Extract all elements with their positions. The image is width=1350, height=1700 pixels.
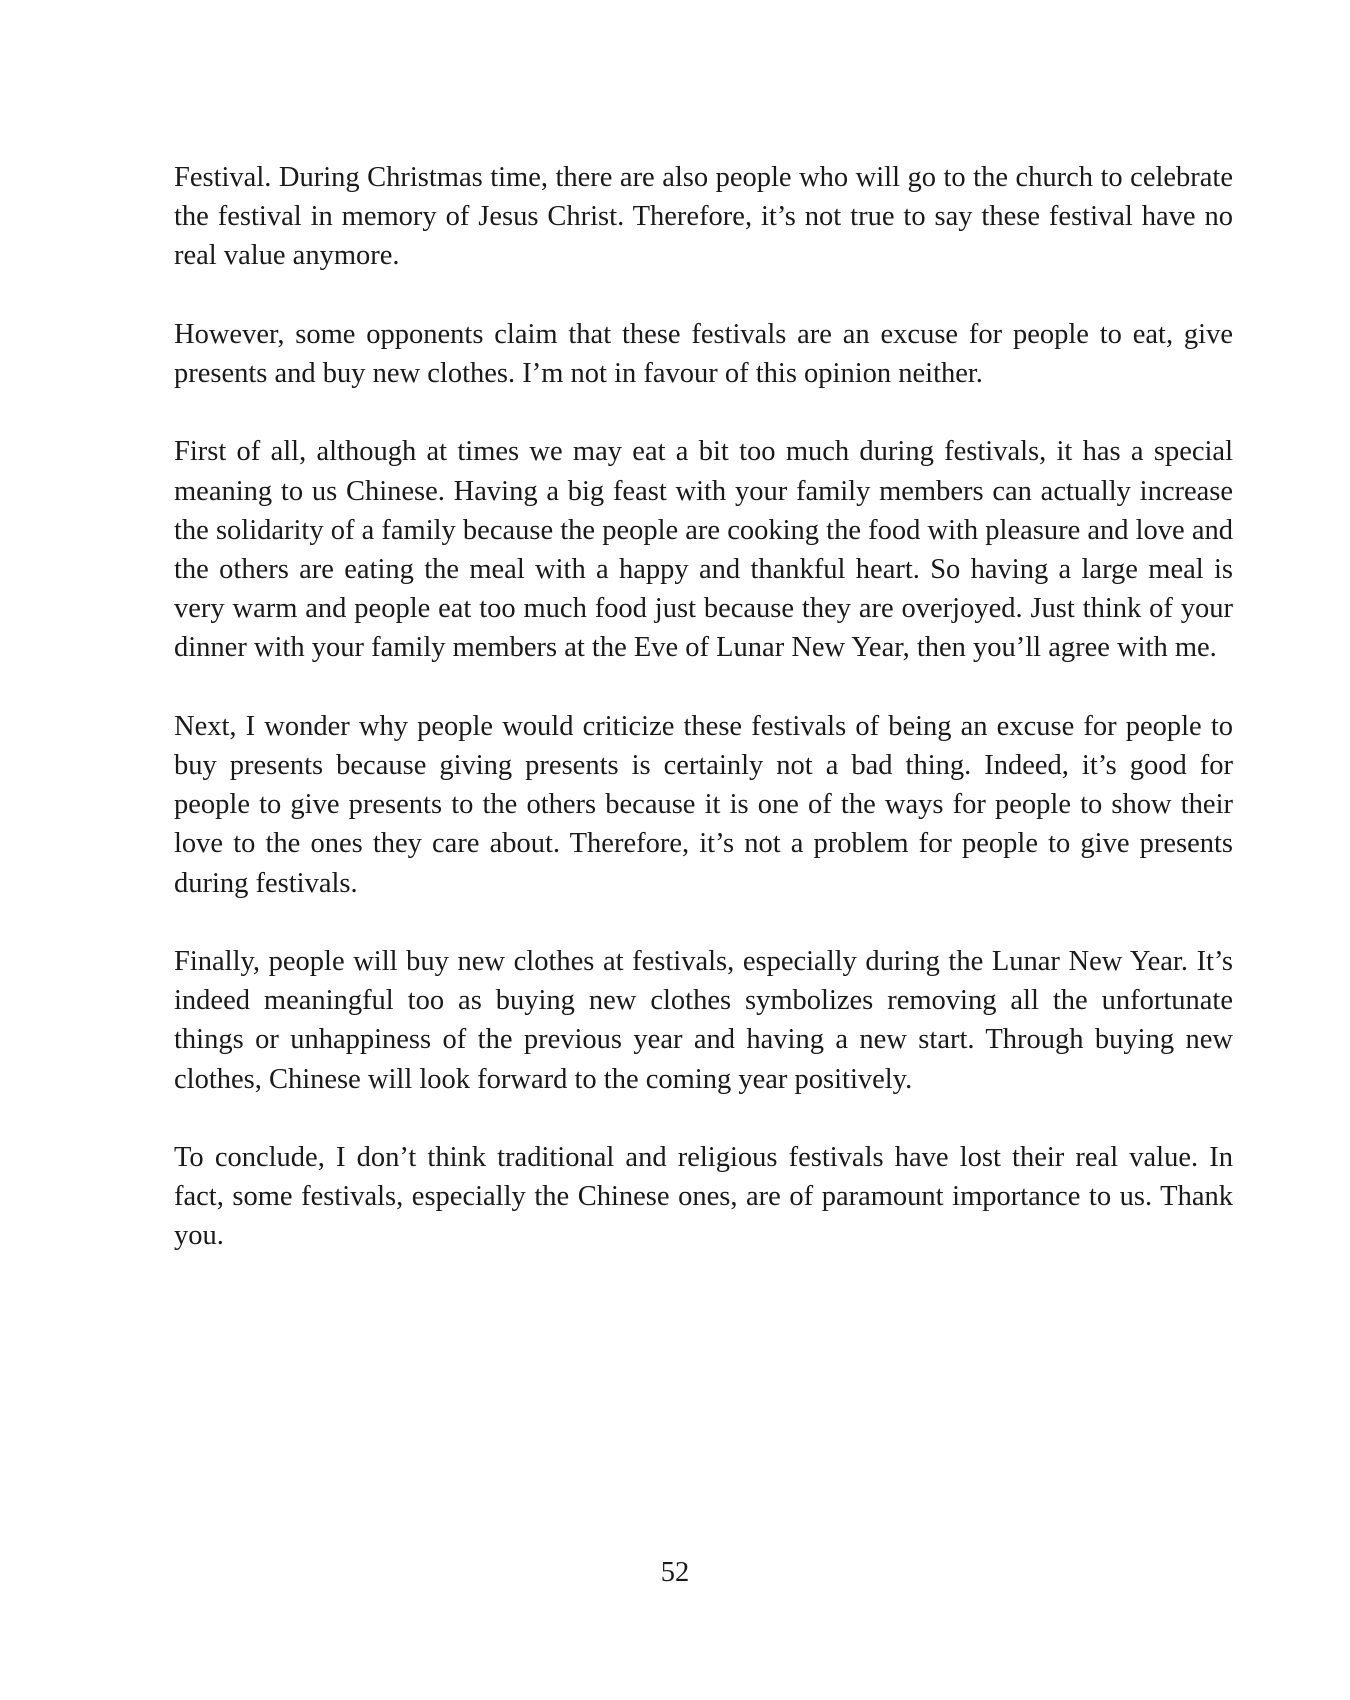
paragraph-4: Next, I wonder why people would criticize these festivals of being an excuse for people to buy presents because giving presents is certainly not a bad thing. Indeed, it’s good for people to give presents to the others because it is one of the ways for people to show their love to the ones they care about. Therefore, it’s not a problem for people to give presents during festivals. <box>174 710 1233 899</box>
paragraph-5: Finally, people will buy new clothes at festivals, especially during the Lunar New Year. It’s indeed meaningful too as buying new clothes symbolizes removing all the unfortunate things or unhappiness of the previous year and having a new start. Through buying new clothes, Chinese will look forward to the coming year positively. <box>174 946 1233 1095</box>
paragraph-6: To conclude, I don’t think traditional and religious festivals have lost their real value. In fact, some festivals, especially the Chinese ones, are of paramount importance to us. Thank you. <box>174 1142 1233 1252</box>
paragraph-1: Festival. During Christmas time, there are also people who will go to the church to celebrate the festival in memory of Jesus Christ. Therefore, it’s not true to say these festival have no real value anymore. <box>174 162 1233 272</box>
paragraph-2: However, some opponents claim that these festivals are an excuse for people to eat, give presents and buy new clothes. I’m not in favour of this opinion neither. <box>174 318 1233 389</box>
page-number: 52 <box>660 1557 690 1588</box>
body-text <box>174 158 1233 1295</box>
paragraph-3: First of all, although at times we may eat a bit too much during festivals, it has a special meaning to us Chinese. Having a big feast with your family members can actually increase the solidarity of a family because the people are cooking the food with pleasure and love and the others are eating the meal with a happy and thankful heart. So having a large meal is very warm and people eat too much food just because they are overjoyed. Just think of your dinner with your family members at the Eve of Lunar New Year, then you’ll agree with me. <box>174 436 1233 664</box>
